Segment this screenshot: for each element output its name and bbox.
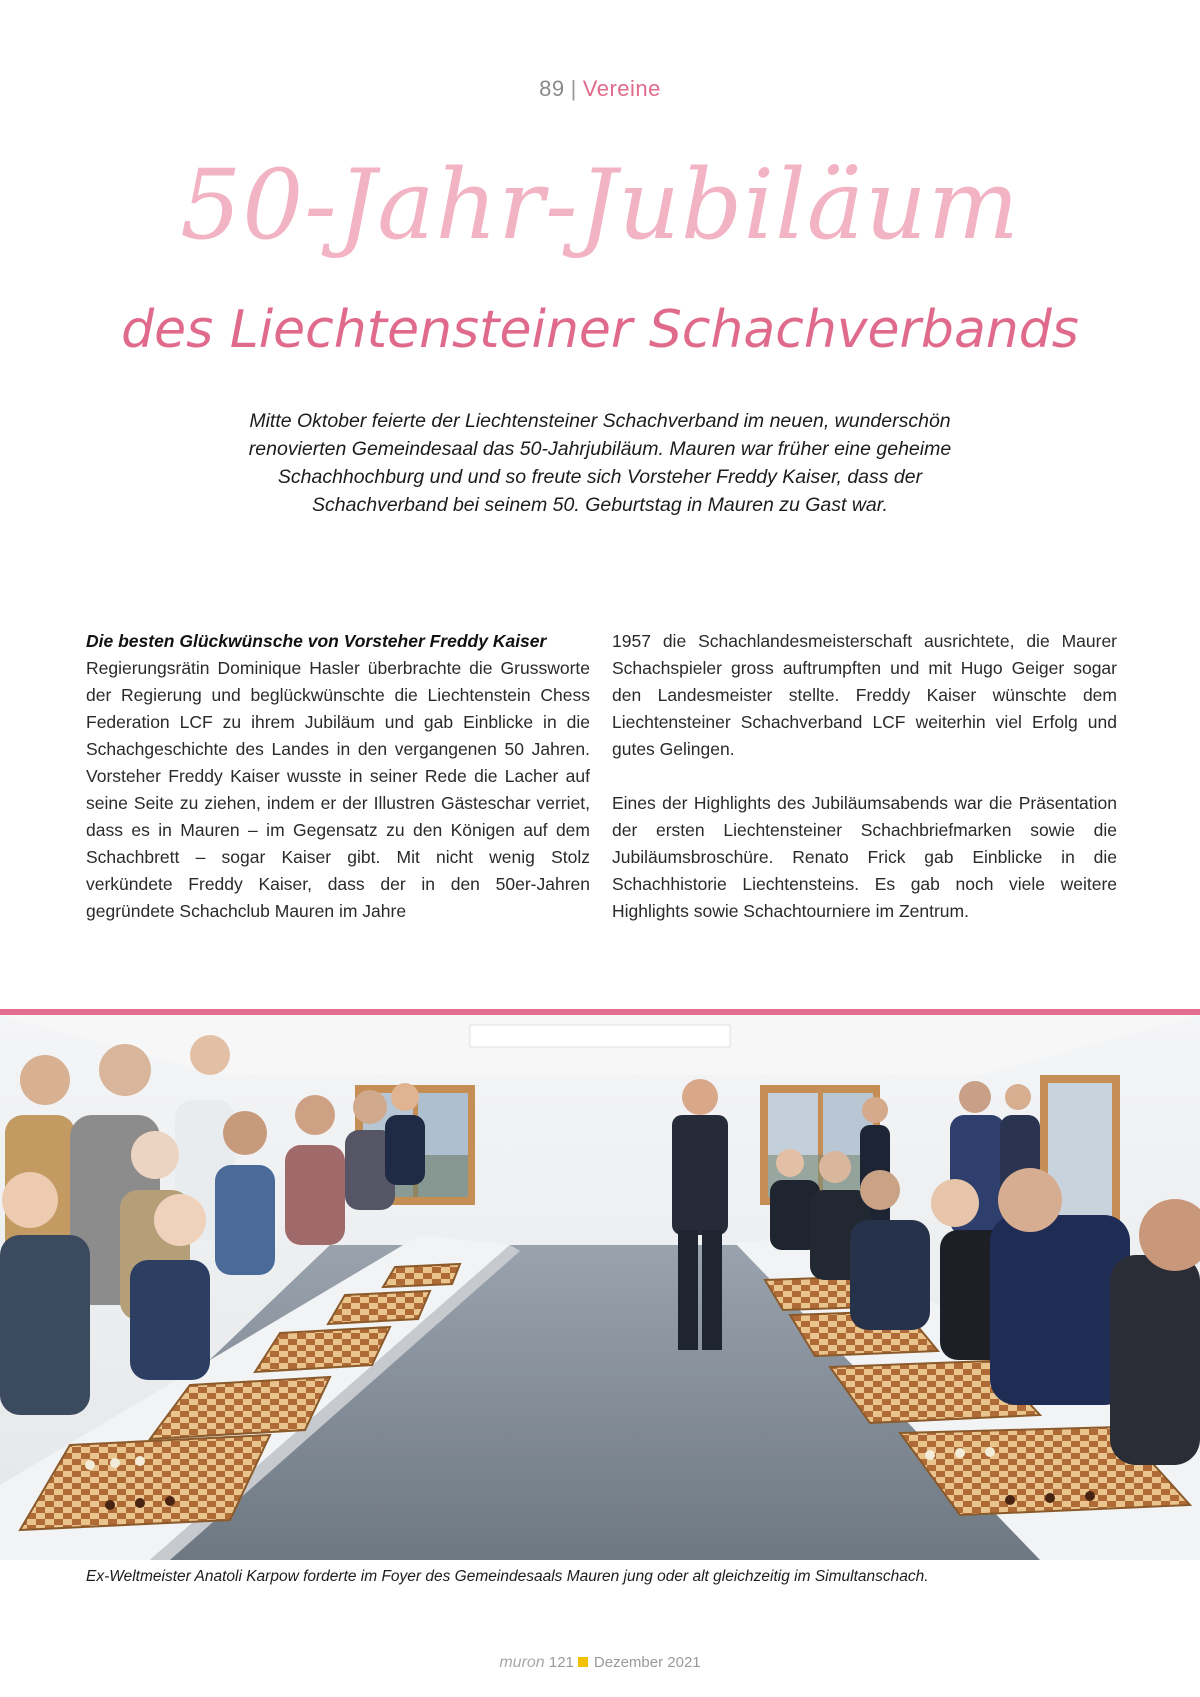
chessboard (383, 1264, 460, 1287)
script-title: 50-Jahr-Jubiläum (180, 149, 1020, 261)
header-separator: | (570, 76, 577, 101)
page-number: 89 (539, 76, 565, 101)
event-photo (0, 1015, 1200, 1560)
lead-paragraph: Mitte Oktober feierte der Liechtensteiner Schachverband im neuen, wunderschön renovierten Gemeindesaal das 50-Jahrjubiläum. Mauren war früher eine geheime Schachhochburg und und so freute sich Vorsteher Freddy Kaiser, dass der Schachverband bei seinem 50. Geburtstag in Mauren zu Gast war. (248, 410, 952, 516)
article-column-right (612, 628, 1117, 925)
footer-square-icon (578, 1657, 588, 1667)
page-subtitle: des Liechtensteiner Schachverbands (121, 300, 1079, 360)
page-header (0, 76, 1200, 102)
issue-number: 121 (548, 1654, 574, 1671)
article-column-left (86, 628, 590, 925)
article-paragraph: Eines der Highlights des Jubiläumsabends war die Präsentation der ersten Liechtensteiner Schachbriefmarken sowie die Jubiläumsbroschüre. Renato Frick gab Einblicke in die Schachhistorie Liechtensteins. Es gab noch viele weitere Highlights sowie Schachtourniere im Zentrum. (612, 793, 1117, 921)
chessboard (328, 1291, 430, 1324)
magazine-name: muron (499, 1654, 545, 1671)
issue-date: Dezember 2021 (593, 1654, 701, 1671)
chess-simul-illustration (0, 1015, 1200, 1560)
page-footer (0, 1654, 1200, 1672)
section-label: Vereine (582, 76, 661, 101)
article-paragraph: 1957 die Schachlandesmeisterschaft ausrichtete, die Maurer Schachspieler gross auftrumpften und mit Hugo Geiger sogar den Landesmeister stellte. Freddy Kaiser wünschte dem Liechtensteiner Schachverband LCF weiterhin viel Erfolg und gutes Gelingen. (612, 631, 1117, 759)
article-paragraph: Regierungsrätin Dominique Hasler überbrachte die Grussworte der Regierung und beglückwünschte die Liechtenstein Chess Federation LCF zu ihrem Jubiläum und gab Einblicke in die Schachgeschichte des Landes in den vergangenen 50 Jahren. Vorsteher Freddy Kaiser wusste in seiner Rede die Lacher auf seine Seite zu ziehen, indem er der Illustren Gästeschar verriet, dass es in Mauren – im Gegensatz zu den Königen auf dem Schachbrett – sogar Kaiser gibt. Mit nicht wenig Stolz verkündete Freddy Kaiser, dass der in den 50er-Jahren gegründete Schachclub Mauren im Jahre (86, 658, 590, 921)
article-subhead: Die besten Glückwünsche von Vorsteher Freddy Kaiser (86, 631, 547, 651)
photo-caption: Ex-Weltmeister Anatoli Karpow forderte im Foyer des Gemeindesaals Mauren jung oder alt gleichzeitig im Simultanschach. (86, 1568, 929, 1585)
